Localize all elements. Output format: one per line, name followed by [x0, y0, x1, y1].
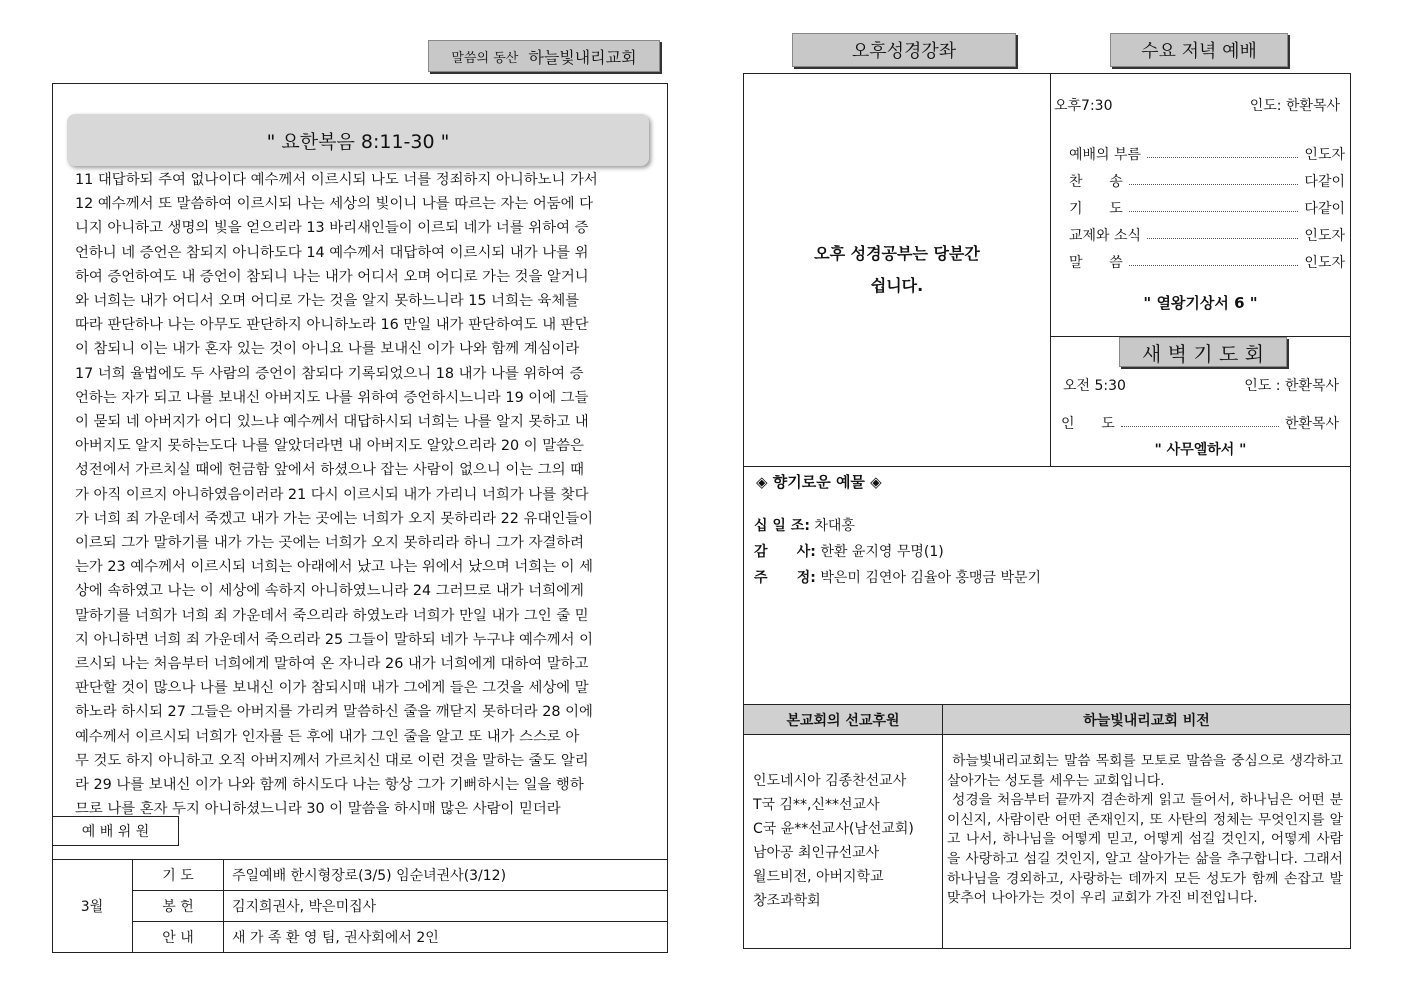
scripture-line: 니지 아니하고 생명의 빛을 얻으리라 13 바리새인들이 이르되 네가 너를 위하여 증 [75, 220, 589, 237]
list-item [754, 565, 1041, 591]
church-motto: 말씀의 동산 [451, 50, 519, 66]
order-who: 다같이 [1304, 200, 1345, 217]
offering-section [744, 466, 1350, 705]
table-row [52, 922, 668, 953]
wednesday-leader: 인도: 한환목사 [1249, 98, 1340, 114]
list-item: 인도네시아 김종찬선교사 [753, 773, 907, 789]
scripture-line: 이 묻되 네 아버지가 어디 있느냐 예수께서 대답하시되 너희는 나를 알지 못하고 내 [75, 414, 589, 431]
list-item: 월드비전, 아버지학교 [753, 869, 884, 885]
dawn-title-text: 새 벽 기 도 회 [1141, 341, 1265, 366]
right-panel [743, 73, 1351, 949]
scripture-line: 하여 증언하여도 내 증언이 참되니 나는 내가 어디서 오며 어디로 가는 것을 알거니 [75, 268, 589, 285]
afternoon-notice-line1: 오후 성경공부는 당분간 [814, 244, 980, 263]
offering-names: 차대홍 [814, 518, 855, 534]
vision-header [943, 704, 1350, 735]
wednesday-service [1051, 74, 1350, 336]
sermon-panel [52, 83, 668, 953]
scripture-line: 무 것도 하지 아니하고 오직 아버지께서 가르치신 대로 이런 것을 말하는 줄도 알리 [75, 752, 589, 769]
afternoon-notice [744, 74, 1051, 466]
dawn-row-item: 인 도 [1061, 415, 1115, 432]
afternoon-title-text: 오후성경강좌 [851, 41, 957, 62]
sermon-title: " 요한복음 8:11-30 " [266, 130, 450, 153]
dawn-title [1119, 337, 1287, 367]
scripture-line: 17 너희 율법에도 두 사람의 증언이 참되다 기록되었으니 18 내가 나를 위하여 증 [75, 365, 584, 382]
order-item: 교제와 소식 [1069, 227, 1142, 244]
scripture-line: 가 아직 이르지 아니하였음이러라 21 다시 이르시되 내가 가리니 너희가 나를 찾다 [75, 486, 589, 503]
committee-table [52, 859, 668, 953]
order-who: 인도자 [1304, 254, 1345, 271]
list-item [1069, 140, 1345, 167]
missions-title: 본교회의 선교후원 [786, 712, 900, 729]
scripture-line: 언하는 자가 되고 나를 보내신 아버지도 나를 위하여 증언하시느니라 19 이에 그들 [75, 389, 589, 406]
list-item [754, 513, 1041, 539]
order-item: 예배의 부름 [1069, 146, 1142, 163]
table-row [52, 891, 668, 922]
scripture-line: 가 너희 죄 가운데서 죽겠고 내가 가는 곳에는 너희가 오지 못하리라 22 유대인들이 [75, 510, 594, 527]
offering-label: 주 정: [754, 570, 816, 586]
committee-value: 새 가 족 환 영 팀, 권사회에서 2인 [224, 922, 669, 953]
scripture-text [75, 168, 663, 821]
offering-names: 한환 윤지영 무명(1) [820, 544, 944, 560]
order-item: 기 도 [1069, 200, 1123, 217]
list-item: 남아공 최인규선교사 [753, 845, 880, 861]
order-who: 인도자 [1304, 227, 1345, 244]
dawn-time: 오전 5:30 [1063, 378, 1126, 394]
scripture-line: 이르되 그가 말하기를 내가 가는 곳에는 너희가 오지 못하리라 하니 그가 자결하려 [75, 535, 585, 552]
scripture-line: 말하기를 너희가 너희 죄 가운데서 죽으리라 하였노라 너희가 만일 내가 그인 줄 믿 [75, 607, 589, 624]
scripture-line: 라 29 나를 보내신 이가 나와 함께 하시도다 나는 항상 그가 기뻐하시는 일을 행하 [75, 777, 584, 794]
scripture-line: 12 예수께서 또 말씀하여 이르시되 나는 세상의 빛이니 나를 따르는 자는 어둠에 다 [75, 196, 594, 213]
order-who: 인도자 [1304, 146, 1345, 163]
committee-value: 김지희권사, 박은미집사 [224, 891, 669, 922]
list-item [1069, 194, 1345, 221]
afternoon-notice-line2: 쉽니다. [870, 276, 924, 295]
list-item: T국 김**,신**선교사 [753, 797, 880, 813]
wednesday-time: 오후7:30 [1054, 98, 1113, 114]
scripture-line: 판단할 것이 많으나 나를 보내신 이가 참되시매 내가 그에게 들은 그것을 세상에 말 [75, 680, 589, 697]
scripture-line: 는가 23 예수께서 이르시되 너희는 아래에서 났고 나는 위에서 났으며 너희는 이 세 [75, 559, 594, 576]
dawn-row-who: 한환목사 [1284, 415, 1339, 432]
church-header [428, 40, 660, 72]
scripture-line: 므로 나를 혼자 두지 아니하셨느니라 30 이 말씀을 하시매 많은 사람이 믿더라 [75, 801, 561, 818]
committee-value: 주일예배 한시형장로(3/5) 임순녀권사(3/12) [224, 860, 669, 891]
committee-role: 안 내 [133, 922, 224, 953]
afternoon-title [792, 33, 1016, 67]
list-item [1069, 167, 1345, 194]
offering-label: 감 사: [754, 544, 816, 560]
sermon-title-banner [67, 114, 649, 166]
dawn-prayer [1051, 336, 1350, 467]
order-item: 찬 송 [1069, 173, 1123, 190]
missions-header [744, 704, 943, 735]
scripture-line: 상에 속하였고 나는 이 세상에 속하지 아니하였느니라 24 그러므로 내가 너희에게 [75, 583, 584, 600]
committee-role: 기 도 [133, 860, 224, 891]
list-item [1069, 248, 1345, 275]
missions-list [744, 735, 943, 948]
scripture-line: 따라 판단하나 나는 아무도 판단하지 아니하노라 16 만일 내가 판단하여도 내 판단 [75, 317, 589, 334]
list-item [754, 539, 1041, 565]
committee-role: 봉 헌 [133, 891, 224, 922]
list-item [1069, 221, 1345, 248]
offering-title: ◈ 향기로운 예물 ◈ [756, 473, 882, 491]
wednesday-title-text: 수요 저녁 예배 [1141, 41, 1257, 62]
scripture-line: 11 대답하되 주여 없나이다 예수께서 이르시되 나도 너를 정죄하지 아니하노니 가서 [75, 172, 598, 188]
dawn-leader-row [1061, 409, 1339, 436]
scripture-line: 성전에서 가르치실 때에 헌금함 앞에서 하셨으나 잡는 사람이 없으니 이는 그의 때 [75, 462, 585, 479]
offering-names: 박은미 김연아 김율아 홍맹금 박문기 [820, 570, 1042, 586]
order-who: 다같이 [1304, 173, 1345, 190]
vision-text: 하늘빛내리교회는 말씀 목회를 모토로 말씀을 중심으로 생각하고 살아가는 성도를 세우는 교회입니다. 성경을 처음부터 끝까지 겸손하게 읽고 들어서, 하나님은 어떤 분이신지, 사람이란 어떤 존재인지, 또 사탄의 정체는 무엇인지를 알고 나서, 하나님을 어떻게 믿고, 어떻게 섬길 것인지, 어떻게 사람을 사랑하고 섬길 것인지, 알고 살아가는 삶을 추구합니다. 그래서 하나님을 경외하고, 사랑하는 데까지 모든 성도가 함께 손잡고 발 맞추어 나아가는 것이 우리 교회가 가진 비전입니다. [947, 753, 1343, 907]
scripture-line: 아버지도 알지 못하는도다 나를 알았더라면 내 아버지도 알았으리라 20 이 말씀은 [75, 438, 584, 455]
scripture-line: 지 아니하면 너희 죄 가운데서 죽으리라 25 그들이 말하되 네가 누구냐 예수께서 이 [75, 631, 594, 648]
wednesday-title [1110, 33, 1288, 67]
committee-month: 3월 [52, 860, 133, 953]
church-name: 하늘빛내리교회 [528, 47, 637, 67]
list-item: C국 윤**선교사(남선교회) [753, 821, 914, 837]
scripture-line: 와 너희는 내가 어디서 오며 어디로 가는 것을 알지 못하느니라 15 너희는 육체를 [75, 293, 580, 310]
committee-label: 예 배 위 원 [81, 824, 150, 840]
scripture-line: 언하니 네 증언은 참되지 아니하도다 14 예수께서 대답하여 이르시되 내가 나를 위 [75, 244, 589, 261]
offering-list [754, 513, 1041, 591]
order-item: 말 씀 [1069, 254, 1123, 271]
scripture-line: 예수께서 이르시되 너희가 인자를 든 후에 내가 그인 줄을 알고 또 내가 스스로 아 [75, 728, 580, 745]
vision-title: 하늘빛내리교회 비전 [1083, 712, 1210, 729]
dawn-leader: 인도 : 한환목사 [1244, 378, 1339, 394]
list-item: 창조과학회 [753, 893, 821, 909]
wednesday-scripture: " 열왕기상서 6 " [1143, 294, 1258, 312]
committee-label-box [53, 816, 179, 846]
scripture-line: 르시되 나는 처음부터 너희에게 말하여 온 자니라 26 내가 너희에게 대하여 말하고 [75, 656, 589, 673]
wednesday-order [1069, 140, 1345, 275]
dawn-scripture: " 사무엘하서 " [1154, 442, 1247, 458]
scripture-line: 이 참되니 이는 내가 혼자 있는 것이 아니요 나를 보내신 이가 나와 함께 계심이라 [75, 341, 580, 358]
scripture-line: 하노라 하시되 27 그들은 아버지를 가리켜 말씀하신 줄을 깨닫지 못하더라 28 이에 [75, 704, 593, 721]
offering-label: 십 일 조: [754, 518, 810, 534]
table-row [52, 860, 668, 891]
